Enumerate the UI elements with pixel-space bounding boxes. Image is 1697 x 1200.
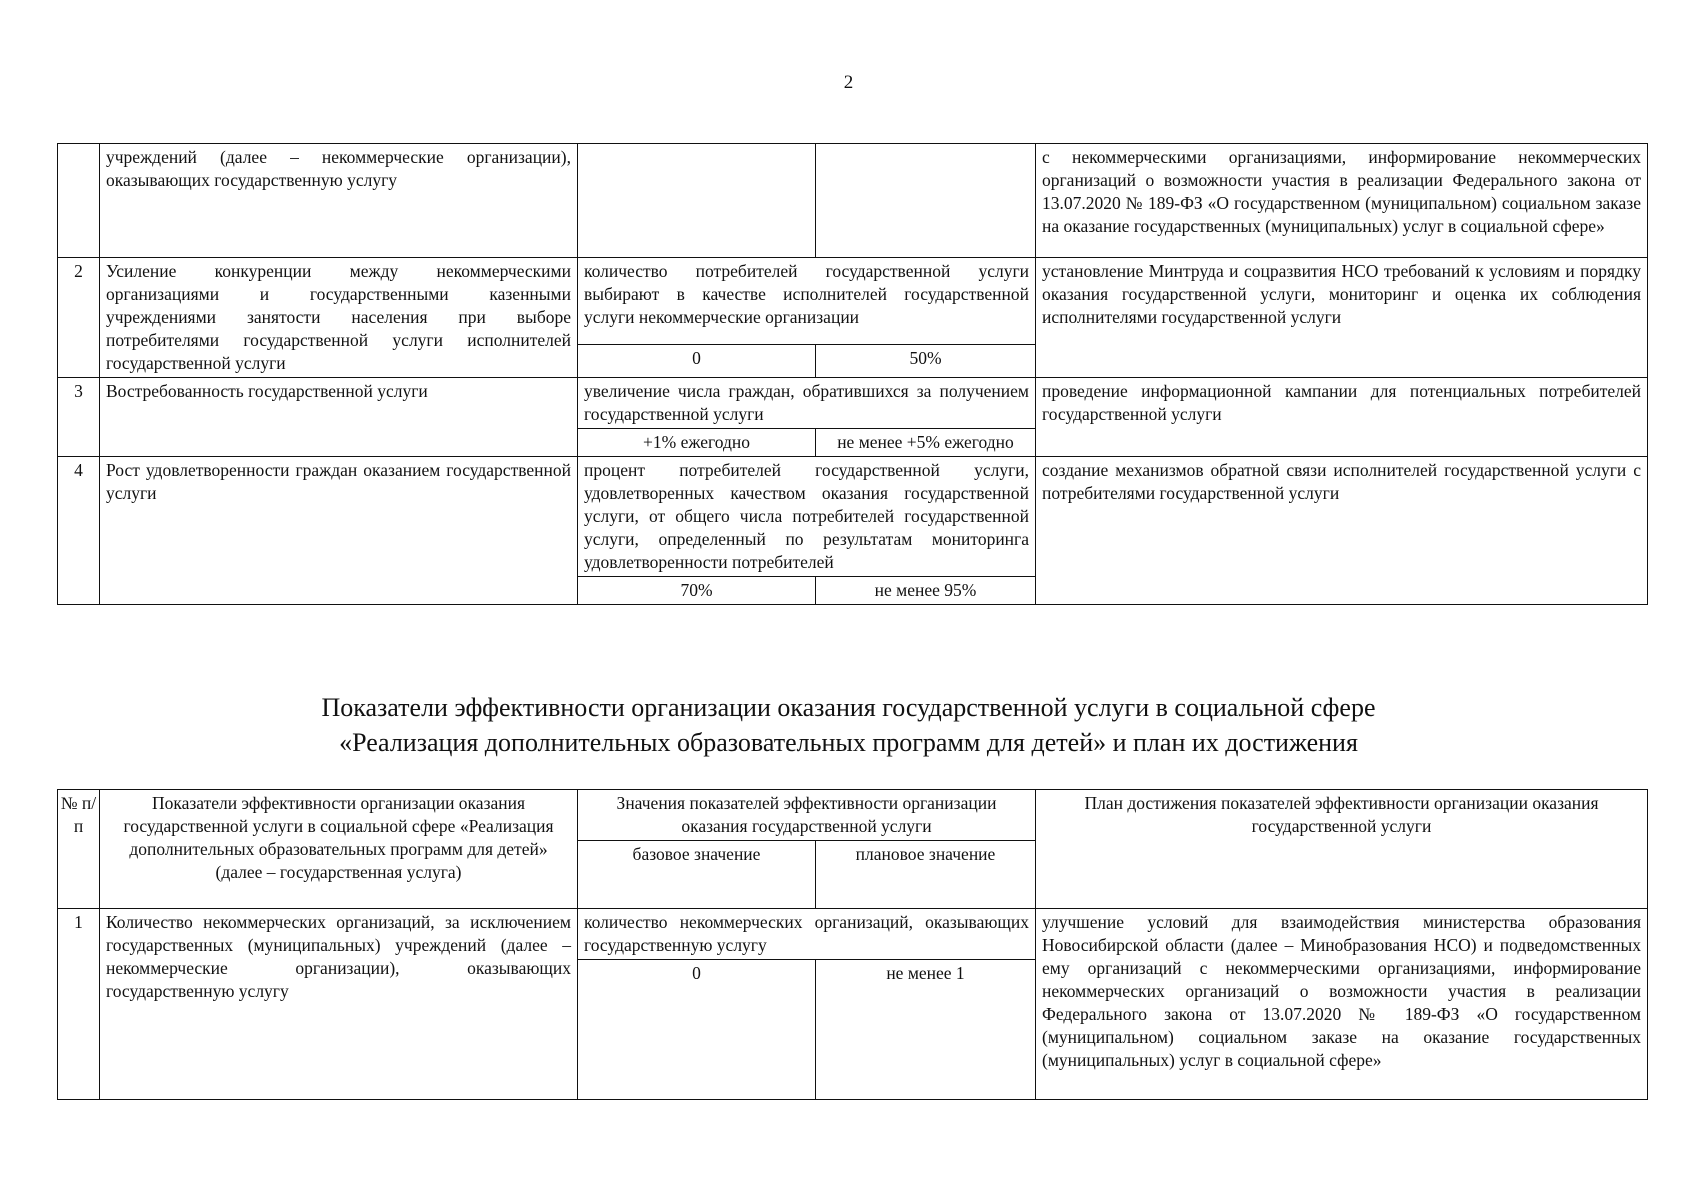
base-value-cell: 0: [578, 960, 816, 1100]
empty-cell: [816, 144, 1036, 258]
row-number-cell: 2: [58, 258, 100, 378]
row-number-cell: 1: [58, 909, 100, 1100]
table-row: [58, 258, 1648, 345]
header-target-value: плановое значение: [816, 841, 1036, 909]
target-value-cell: 50%: [816, 345, 1036, 378]
empty-cell: [578, 144, 816, 258]
row-number-cell: [58, 144, 100, 258]
metric-cell: процент потребителей государственной услуги, удовлетворенных качеством оказания государственной услуги, от общего числа потребителей государственной услуги, определенный по результатам мониторинга удовлетворенности потребителей: [578, 457, 1036, 577]
indicator-cell: Количество некоммерческих организаций, за исключением государственных (муниципальных) учреждений (далее – некоммерческие организации), оказывающих государственную услугу: [100, 909, 578, 1100]
header-plan: План достижения показателей эффективности организации оказания государственной услуги: [1036, 790, 1648, 909]
target-value-cell: не менее 1: [816, 960, 1036, 1100]
table-row: [58, 144, 1648, 258]
efficiency-indicators-table: [57, 789, 1648, 1100]
indicators-table-continued: [57, 143, 1648, 605]
section-title-line: «Реализация дополнительных образовательных программ для детей» и план их достижения: [339, 728, 1358, 757]
metric-cell: количество потребителей государственной услуги выбирают в качестве исполнителей государственной услуги некоммерческие организации: [578, 258, 1036, 345]
header-values: Значения показателей эффективности организации оказания государственной услуги: [578, 790, 1036, 841]
target-value-cell: не менее +5% ежегодно: [816, 429, 1036, 457]
metric-cell: количество некоммерческих организаций, оказывающих государственную услугу: [578, 909, 1036, 960]
header-number: № п/п: [58, 790, 100, 909]
base-value-cell: 0: [578, 345, 816, 378]
base-value-cell: +1% ежегодно: [578, 429, 816, 457]
indicator-cell: Рост удовлетворенности граждан оказанием государственной услуги: [100, 457, 578, 605]
plan-cell: создание механизмов обратной связи исполнителей государственной услуги с потребителями государственной услуги: [1036, 457, 1648, 605]
section-title: [0, 690, 1697, 760]
metric-cell: увеличение числа граждан, обратившихся за получением государственной услуги: [578, 378, 1036, 429]
row-number-cell: 3: [58, 378, 100, 457]
header-base-value: базовое значение: [578, 841, 816, 909]
plan-cell: улучшение условий для взаимодействия министерства образования Новосибирской области (далее – Минобразования НСО) и подведомственных ему организаций с некоммерческими организациями, информирование некоммерческих организаций о возможности участия в реализации Федерального закона от 13.07.2020 № 189-ФЗ «О государственном (муниципальном) социальном заказе на оказание государственных (муниципальных) услуг в социальной сфере»: [1036, 909, 1648, 1100]
plan-cell: проведение информационной кампании для потенциальных потребителей государственной услуги: [1036, 378, 1648, 457]
section-title-line: Показатели эффективности организации оказания государственной услуги в социальной сфере: [321, 693, 1376, 722]
table-header-row: [58, 790, 1648, 841]
plan-cell: с некоммерческими организациями, информирование некоммерческих организаций о возможности участия в реализации Федерального закона от 13.07.2020 № 189-ФЗ «О государственном (муниципальном) социальном заказе на оказание государственных (муниципальных) услуг в социальной сфере»: [1036, 144, 1648, 258]
table-row: [58, 457, 1648, 577]
base-value-cell: 70%: [578, 577, 816, 605]
indicator-cell: Усиление конкуренции между некоммерческими организациями и государственными казенными учреждениями занятости населения при выборе потребителями государственной услуги исполнителей государственной услуги: [100, 258, 578, 378]
page-number: 2: [843, 72, 854, 93]
row-number-cell: 4: [58, 457, 100, 605]
header-indicator: Показатели эффективности организации оказания государственной услуги в социальной сфере «Реализация дополнительных образовательных программ для детей» (далее – государственная услуга): [100, 790, 578, 909]
indicator-cell: учреждений (далее – некоммерческие организации), оказывающих государственную услугу: [100, 144, 578, 258]
target-value-cell: не менее 95%: [816, 577, 1036, 605]
indicator-cell: Востребованность государственной услуги: [100, 378, 578, 457]
plan-cell: установление Минтруда и соцразвития НСО требований к условиям и порядку оказания государственной услуги, мониторинг и оценка их соблюдения исполнителями государственной услуги: [1036, 258, 1648, 378]
table-row: [58, 378, 1648, 429]
table-row: [58, 909, 1648, 960]
